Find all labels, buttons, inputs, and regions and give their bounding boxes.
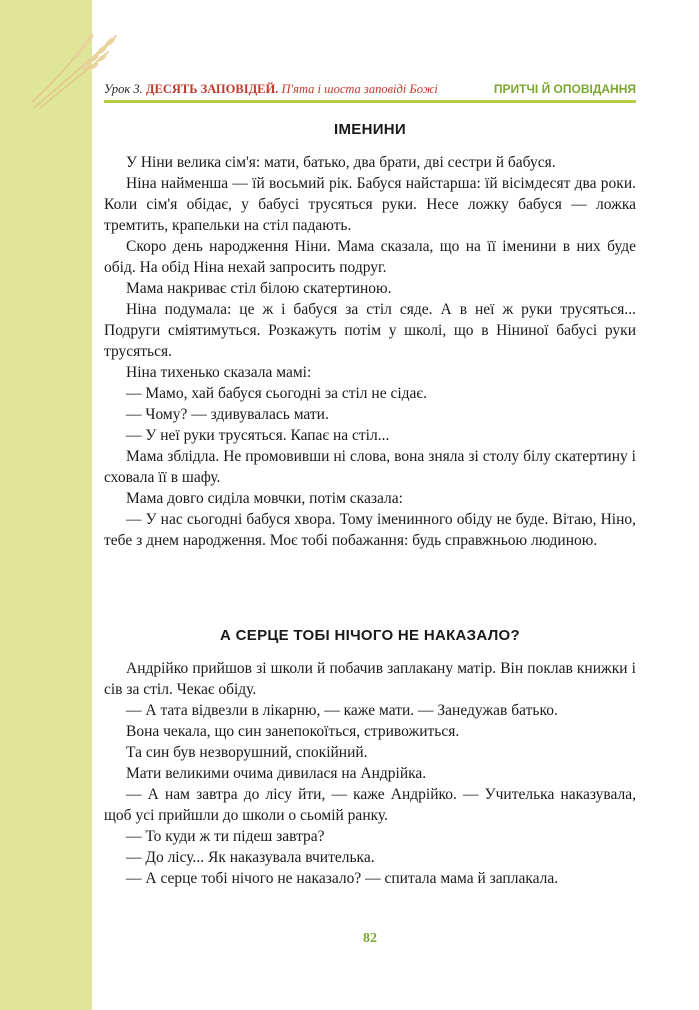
paragraph: Мама зблідла. Не промовивши ні слова, вона зняла зі столу білу скатертину і сховала її в шафу. [104,448,636,486]
paragraph: Вона чекала, що син занепокоїться, стривожиться. [126,723,460,740]
lesson-heading [104,82,438,97]
paragraph: — У нас сьогодні бабуся хвора. Тому іменинного обіду не буде. Вітаю, Ніно, тебе з днем народження. Моє тобі побажання: будь справжньою людиною. [104,511,636,549]
paragraph: — То куди ж ти підеш завтра? [126,828,325,845]
paragraph: Мати великими очима дивилася на Андрійка. [126,765,427,782]
paragraph: У Ніни велика сім'я: мати, батько, два брати, дві сестри й бабуся. [126,154,556,171]
paragraph: — До лісу... Як наказувала вчителька. [126,849,375,866]
story-title: ІМЕНИНИ [334,121,406,138]
paragraph: Мама довго сиділа мовчки, потім сказала: [126,490,403,507]
header-divider [104,100,636,103]
paragraph: — А нам завтра до лісу йти, — каже Андрійко. — Учителька наказувала, щоб усі прийшли до школи о сьомій ранку. [104,786,636,824]
lesson-subtitle: П'ята і шоста заповіді Божі [281,82,438,96]
paragraph: — Чому? — здивувалась мати. [126,406,329,423]
paragraph: Мама накриває стіл білою скатертиною. [126,280,392,297]
paragraph: — А тата відвезли в лікарню, — каже мати. — Занедужав батько. [126,702,558,719]
paragraph: Ніна подумала: це ж і бабуся за стіл сяде. А в неї ж руки трусяться... Подруги сміятимуться. Розкажуть потім у школі, що в Ніниної бабусі руки трусяться. [104,301,636,360]
paragraph: Ніна найменша — їй восьмий рік. Бабуся найстарша: їй вісімдесят два роки. Коли сім'я обідає, у бабусі трусяться руки. Несе ложку бабуся — ложка тремтить, крапельки на стіл падають. [104,175,636,234]
lesson-prefix: Урок 3. [104,82,143,96]
section-title: ПРИТЧІ Й ОПОВІДАННЯ [493,82,636,96]
paragraph: Скоро день народження Ніни. Мама сказала, що на її іменини в них буде обід. На обід Ніна нехай запросить подруг. [104,238,636,276]
paragraph: — Мамо, хай бабуся сьогодні за стіл не сідає. [126,385,427,402]
decorative-side-band [0,0,92,1010]
page-header [104,80,636,100]
paragraph: — А серце тобі нічого не наказало? — спитала мама й заплакала. [126,870,559,887]
paragraph: Та син був незворушний, спокійний. [126,744,368,761]
paragraph: Ніна тихенько сказала мамі: [126,364,312,381]
page-number: 82 [363,931,377,946]
story-heart [104,627,636,889]
lesson-title: ДЕСЯТЬ ЗАПОВІДЕЙ. [145,82,279,96]
paragraph: — У неї руки трусяться. Капає на стіл... [126,427,390,444]
story-title: А СЕРЦЕ ТОБІ НІЧОГО НЕ НАКАЗАЛО? [220,627,520,644]
paragraph: Андрійко прийшов зі школи й побачив заплакану матір. Він поклав книжки і сів за стіл. Чекає обіду. [104,660,636,698]
story-imenyny [104,121,636,551]
